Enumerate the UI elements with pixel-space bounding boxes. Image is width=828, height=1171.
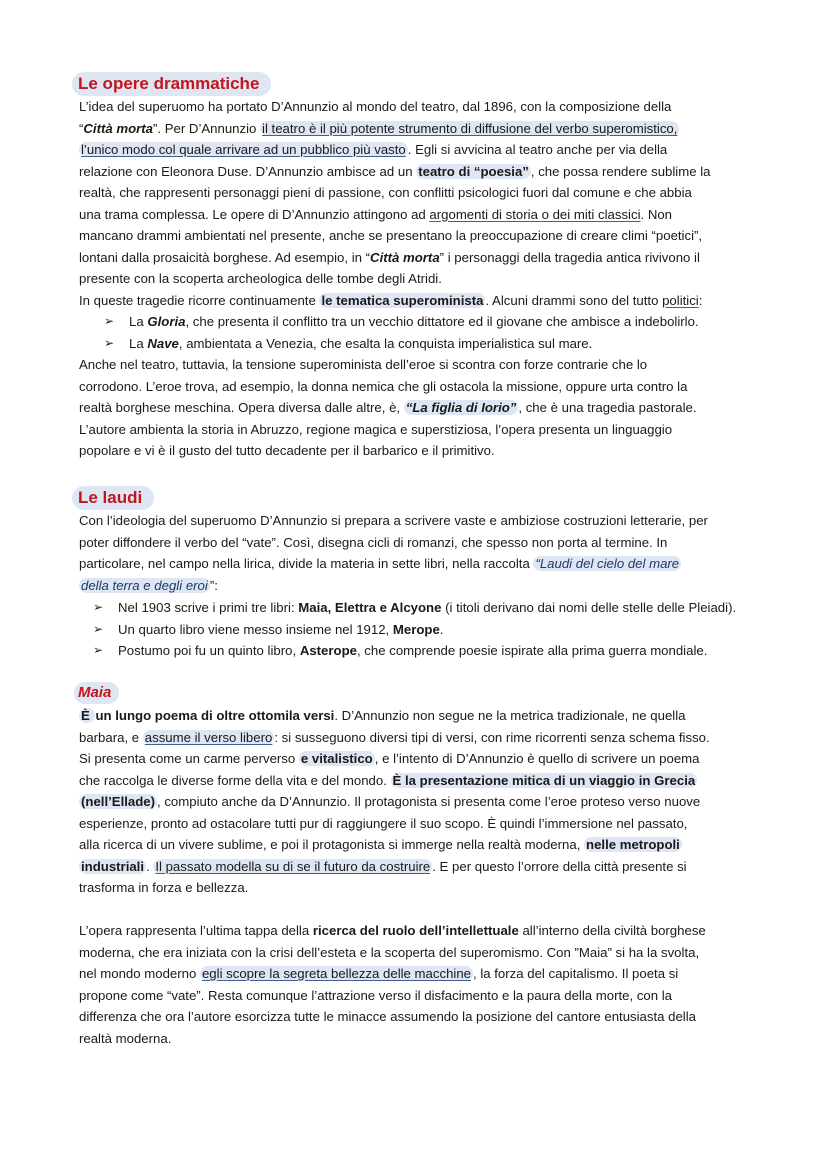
text-run: Gloria <box>147 314 186 329</box>
text-run: differenza che ora l’autore esorcizza tutte le minacce assumendo la posizione del cantore entusiasta della <box>79 1009 696 1024</box>
text-run: particolare, nel campo nella lirica, divide la materia in sette libri, nella raccolta <box>79 556 534 571</box>
paragraph-line <box>79 1006 696 1028</box>
text-run: industriali <box>81 858 145 874</box>
text-run: propone come “vate”. Resta comunque l’attrazione verso il disfacimento e la paura della morte, con la <box>79 987 673 1003</box>
text-run: popolare e vi è il gusto del tutto decadente per il barbarico e il primitivo. <box>79 443 495 458</box>
paragraph-line <box>79 354 647 376</box>
paragraph-line <box>79 268 442 290</box>
paragraph-line <box>79 419 672 441</box>
text-run: , che possa rendere sublime la <box>530 163 711 179</box>
bullet-item <box>129 311 699 333</box>
text-run: moderna, che era iniziata con la crisi dell’esteta e la scoperta del superomismo. Con ”Maia” si ha la svolta, <box>79 944 700 960</box>
text-run: . <box>146 858 154 874</box>
text-run: Merope <box>392 621 440 637</box>
paragraph-line <box>79 182 692 204</box>
text-run: “La figlia di Iorio” <box>405 400 517 415</box>
text-run: L’idea del superuomo ha portato D’Annunzio al mondo del teatro, dal 1896, con la composizione della <box>79 99 672 114</box>
text-run: ricerca del ruolo dell’intellettuale <box>312 923 519 938</box>
text-run: , e l’intento di D’Annunzio è quello di scrivere un poema <box>374 751 700 766</box>
paragraph-line <box>79 727 710 749</box>
text-run: che raccolga le diverse forme della vita e del mondo. <box>79 772 391 788</box>
text-run: È <box>81 708 94 723</box>
paragraph-line <box>79 397 697 419</box>
text-run: . Alcuni drammi sono del tutto <box>485 292 663 308</box>
heading-opere-drammatiche: Le opere drammatiche <box>72 72 271 96</box>
paragraph-line <box>79 553 681 575</box>
text-run: lontani dalla prosaicità borghese. Ad esempio, in “ <box>79 249 371 265</box>
arrow-bullet-icon: ➢ <box>93 600 104 614</box>
text-run: corrodono. L’eroe trova, ad esempio, la donna nemica che gli ostacola la missione, oppure urta contro la <box>79 378 688 394</box>
bullet-item <box>129 333 592 355</box>
paragraph-line <box>79 770 697 792</box>
text-run: assume il verso libero <box>144 729 273 745</box>
paragraph-line <box>79 856 687 878</box>
paragraph-line <box>79 791 700 813</box>
text-run: : si susseguono diversi tipi di versi, con rime ricorrenti senza schema fisso. <box>274 729 710 745</box>
text-run: Anche nel teatro, tuttavia, la tensione superominista dell’eroe si scontra con forze contrarie che lo <box>79 357 648 372</box>
paragraph-line <box>79 985 672 1007</box>
text-run: . D’Annunzio non segue ne la metrica tradizionale, ne quella <box>334 708 686 723</box>
text-run: poter diffondere il verbo del “vate”. Così, disegna cicli di romanzi, che spesso non porta al termine. In <box>79 534 668 550</box>
arrow-bullet-icon: ➢ <box>93 643 104 657</box>
text-run: Il passato modella su di se il futuro da costruire <box>155 858 431 874</box>
text-run: “ <box>79 120 84 136</box>
text-run: L’autore ambienta la storia in Abruzzo, regione magica e superstiziosa, l’opera presenta un linguaggio <box>79 421 673 437</box>
text-run: trasforma in forza e bellezza. <box>79 880 249 895</box>
text-run: relazione con Eleonora Duse. D’Annunzio ambisce ad un <box>79 163 417 179</box>
text-run: , la forza del capitalismo. Il poeta si <box>473 966 679 981</box>
arrow-bullet-icon: ➢ <box>104 335 115 350</box>
paragraph-line <box>79 247 700 269</box>
paragraph-line <box>79 96 671 118</box>
text-run: barbara, e <box>79 729 143 745</box>
text-run: . E per questo l’orrore della città presente si <box>432 858 687 874</box>
heading-le-laudi: Le laudi <box>72 486 154 510</box>
text-run: una trama complessa. Le opere di D’Annunzio attingono ad <box>79 206 430 222</box>
text-run: realtà moderna. <box>79 1030 172 1046</box>
paragraph-line <box>79 920 706 942</box>
text-run: un lungo poema di oltre ottomila versi <box>95 708 335 723</box>
paragraph-line <box>79 1028 171 1050</box>
text-run: “Laudi del cielo del mare <box>535 556 680 571</box>
text-run: , che comprende poesie ispirate alla prima guerra mondiale. <box>356 643 708 658</box>
text-run: politici <box>662 292 699 308</box>
text-run: L’opera rappresenta l’ultima tappa della <box>79 923 313 938</box>
text-run: Nel 1903 scrive i primi tre libri: <box>118 600 299 615</box>
text-run: Asterope <box>299 643 357 658</box>
heading-maia: Maia <box>74 682 119 704</box>
paragraph-line <box>79 532 667 554</box>
text-run: l’unico modo col quale arrivare ad un pubblico più vasto <box>81 142 406 157</box>
paragraph-line <box>79 963 678 985</box>
text-run: La <box>129 335 148 351</box>
text-run: esperienze, pronto ad ostacolare tutti pur di raggiungere il suo scopo. È quindi l’immersione nel passato, <box>79 815 688 831</box>
text-run: ”: <box>209 577 218 593</box>
text-run: argomenti di storia o dei miti classici <box>429 206 641 222</box>
text-run: , compiuto anche da D’Annunzio. Il protagonista si presenta come l’eroe proteso verso nuove <box>157 794 701 809</box>
paragraph-line <box>79 118 679 140</box>
text-run: , ambientata a Venezia, che esalta la conquista imperialistica sul mare. <box>178 335 593 351</box>
bullet-item <box>118 640 707 662</box>
text-run: . Non <box>640 206 673 222</box>
paragraph-line <box>79 139 667 161</box>
text-run: nel mondo moderno <box>79 966 200 981</box>
text-run: Città morta <box>370 249 440 265</box>
text-run: Città morta <box>83 120 154 136</box>
text-run: e vitalistico <box>300 751 373 766</box>
text-run: della terra e degli eroi <box>81 577 208 593</box>
text-run: (i titoli derivano dai nomi delle stelle delle Pleiadi). <box>441 600 737 615</box>
text-run: nelle metropoli <box>586 837 680 852</box>
text-run: Si presenta come un carme perverso <box>79 751 299 766</box>
bullet-item <box>118 619 443 641</box>
text-run: , che presenta il conflitto tra un vecchio dittatore ed il giovane che ambisce a indebolirlo. <box>185 314 699 329</box>
text-run: In queste tragedie ricorre continuamente <box>79 292 320 308</box>
text-run: La <box>129 314 148 329</box>
paragraph-line <box>79 834 682 856</box>
arrow-bullet-icon: ➢ <box>104 314 115 328</box>
text-run: realtà borghese meschina. Opera diversa dalle altre, è, <box>79 400 404 415</box>
paragraph-line <box>79 575 218 597</box>
paragraph-line <box>79 510 708 532</box>
text-run: È la presentazione mitica di un viaggio in Grecia <box>392 772 696 788</box>
paragraph-line <box>79 813 687 835</box>
text-run: egli scopre la segreta bellezza delle macchine <box>201 966 471 981</box>
text-run: . Egli si avvicina al teatro anche per via della <box>407 142 668 157</box>
paragraph-line <box>79 290 702 312</box>
text-run: il teatro è il più potente strumento di diffusione del verbo superomistico, <box>262 120 678 136</box>
paragraph-line <box>79 225 702 247</box>
text-run: (nell’Ellade) <box>81 794 156 809</box>
text-run: : <box>698 292 703 308</box>
text-run: alla ricerca di un vivere sublime, e poi il protagonista si immerge nella realtà moderna, <box>79 837 585 852</box>
text-run: ”. Per D’Annunzio <box>153 120 261 136</box>
text-run: presente con la scoperta archeologica delle tombe degli Atridi. <box>79 271 442 286</box>
paragraph-line <box>79 942 699 964</box>
bullet-item <box>118 597 736 619</box>
paragraph-line <box>79 748 700 770</box>
paragraph-line <box>79 376 687 398</box>
text-run: Un quarto libro viene messo insieme nel 1912, <box>118 621 393 637</box>
text-run: Maia, Elettra e Alcyone <box>298 600 442 615</box>
paragraph-line <box>79 705 686 727</box>
paragraph-line <box>79 204 672 226</box>
paragraph-line <box>79 440 495 462</box>
paragraph-line <box>79 161 710 183</box>
text-run: Postumo poi fu un quinto libro, <box>118 643 300 658</box>
text-run: teatro di “poesia” <box>418 163 529 179</box>
text-run: all’interno della civiltà borghese <box>518 923 706 938</box>
text-run: le tematica superominista <box>321 292 484 308</box>
paragraph-line <box>79 877 248 899</box>
text-run: mancano drammi ambientati nel presente, anche se presentano la preoccupazione di creare climi “poetici”, <box>79 228 703 243</box>
text-run: ” i personaggi della tragedia antica rivivono il <box>439 249 700 265</box>
text-run: realtà, che rappresenti personaggi pieni di passione, con conflitti psicologici fuori dal comune e che abbia <box>79 185 692 200</box>
text-run: Con l’ideologia del superuomo D’Annunzio si prepara a scrivere vaste e ambiziose costruzioni letterarie, per <box>79 513 708 528</box>
arrow-bullet-icon: ➢ <box>93 621 104 636</box>
text-run: . <box>439 621 444 637</box>
text-run: , che è una tragedia pastorale. <box>518 400 697 415</box>
text-run: Nave <box>147 335 179 351</box>
